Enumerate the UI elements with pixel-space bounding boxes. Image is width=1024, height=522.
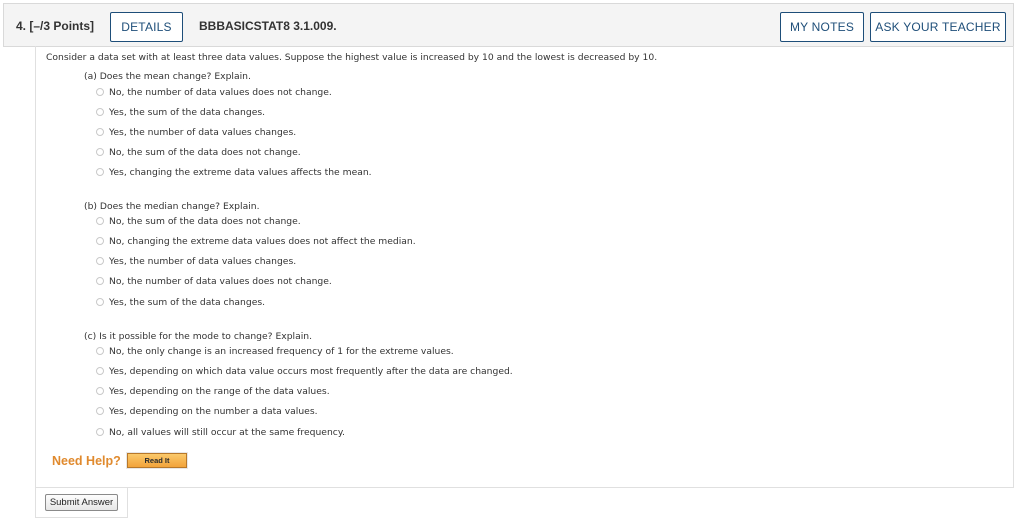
part-b-option-2[interactable]	[96, 235, 416, 247]
part-b-option-4[interactable]	[96, 275, 332, 287]
question-number-points: 4. [–/3 Points]	[16, 19, 95, 33]
part-a-option-5[interactable]	[96, 166, 372, 178]
radio-button[interactable]	[96, 277, 104, 285]
radio-button[interactable]	[96, 347, 104, 355]
option-label: No, the number of data values does not change.	[109, 86, 332, 98]
part-b-option-3[interactable]	[96, 255, 296, 267]
question-header	[3, 3, 1014, 47]
option-label: No, changing the extreme data values does not affect the median.	[109, 235, 416, 247]
radio-button[interactable]	[96, 237, 104, 245]
radio-button[interactable]	[96, 298, 104, 306]
part-a-option-4[interactable]	[96, 146, 301, 158]
part-b-option-5[interactable]	[96, 296, 265, 308]
option-label: No, the sum of the data does not change.	[109, 215, 301, 227]
option-label: Yes, depending on the range of the data values.	[109, 385, 330, 397]
option-label: No, all values will still occur at the same frequency.	[109, 426, 345, 438]
radio-button[interactable]	[96, 257, 104, 265]
option-label: Yes, changing the extreme data values affects the mean.	[109, 166, 372, 178]
radio-button[interactable]	[96, 128, 104, 136]
option-label: No, the only change is an increased frequency of 1 for the extreme values.	[109, 345, 454, 357]
question-stem: Consider a data set with at least three data values. Suppose the highest value is increased by 10 and the lowest is decreased by 10.	[46, 52, 658, 63]
part-c-option-1[interactable]	[96, 345, 454, 357]
part-b-prompt: (b) Does the median change? Explain.	[84, 201, 260, 212]
part-c-option-4[interactable]	[96, 405, 318, 417]
radio-button[interactable]	[96, 387, 104, 395]
details-button[interactable]: DETAILS	[110, 12, 183, 42]
option-label: Yes, depending on the number a data values.	[109, 405, 318, 417]
part-a-option-2[interactable]	[96, 106, 265, 118]
option-label: Yes, the sum of the data changes.	[109, 106, 266, 118]
radio-button[interactable]	[96, 428, 104, 436]
my-notes-button[interactable]: MY NOTES	[780, 12, 864, 42]
radio-button[interactable]	[96, 148, 104, 156]
option-label: No, the number of data values does not change.	[109, 275, 332, 287]
read-it-button[interactable]: Read It	[127, 453, 187, 468]
option-label: Yes, the number of data values changes.	[109, 255, 297, 267]
part-c-option-5[interactable]	[96, 426, 345, 438]
need-help-label: Need Help?	[52, 454, 121, 468]
option-label: No, the sum of the data does not change.	[109, 146, 301, 158]
radio-button[interactable]	[96, 88, 104, 96]
part-c-option-3[interactable]	[96, 385, 330, 397]
submit-answer-button[interactable]: Submit Answer	[45, 494, 118, 511]
part-a-option-1[interactable]	[96, 86, 332, 98]
question-code: BBBASICSTAT8 3.1.009.	[199, 19, 337, 33]
part-a-option-3[interactable]	[96, 126, 296, 138]
part-b-option-1[interactable]	[96, 215, 301, 227]
option-label: Yes, depending on which data value occurs most frequently after the data are changed.	[109, 365, 513, 377]
radio-button[interactable]	[96, 108, 104, 116]
ask-your-teacher-button[interactable]: ASK YOUR TEACHER	[870, 12, 1006, 42]
radio-button[interactable]	[96, 168, 104, 176]
option-label: Yes, the number of data values changes.	[109, 126, 297, 138]
part-c-prompt: (c) Is it possible for the mode to change? Explain.	[84, 331, 313, 342]
radio-button[interactable]	[96, 367, 104, 375]
option-label: Yes, the sum of the data changes.	[109, 296, 266, 308]
radio-button[interactable]	[96, 407, 104, 415]
part-a-prompt: (a) Does the mean change? Explain.	[84, 71, 251, 82]
part-c-option-2[interactable]	[96, 365, 513, 377]
radio-button[interactable]	[96, 217, 104, 225]
